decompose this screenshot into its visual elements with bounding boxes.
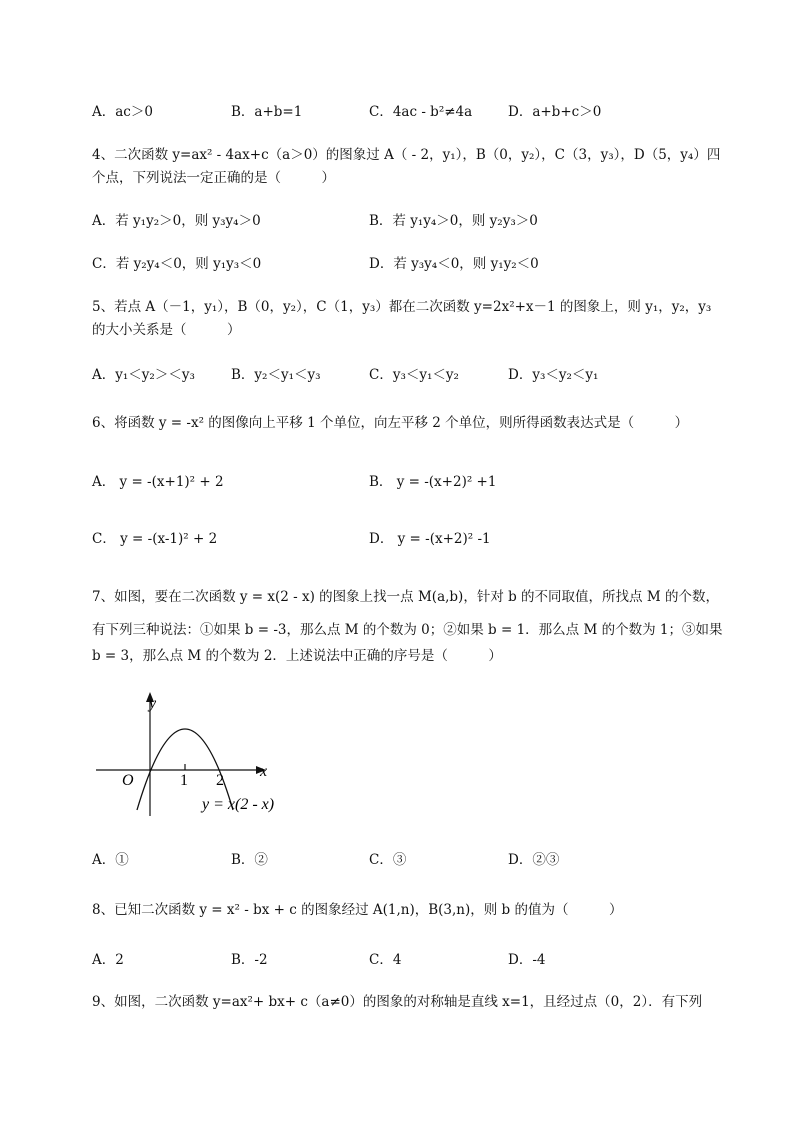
q8-option-c: C．4	[369, 952, 402, 968]
q8-option-a: A．2	[92, 952, 124, 968]
q5-stem-line2: 的大小关系是（ ）	[92, 322, 241, 338]
q7-stem-line1: 7、如图，要在二次函数 y = x(2 - x) 的图象上找一点 M(a,b)，针对 b 的不同取值，所找点 M 的个数，	[92, 589, 719, 605]
q7-option-b: B．②	[231, 852, 268, 868]
q4-stem-line1: 4、二次函数 y=ax² - 4ax+c（a＞0）的图象过 A（ - 2，y₁），B（0，y₂），C（3，y₃），D（5，y₄）四	[92, 147, 721, 163]
q4-option-c: C．若 y₂y₄＜0，则 y₁y₃＜0	[92, 256, 262, 272]
q6-option-c: C． y = -(x-1)² + 2	[92, 531, 218, 547]
q4-option-a: A．若 y₁y₂＞0，则 y₃y₄＞0	[92, 213, 261, 229]
q7-stem-line3: b = 3，那么点 M 的个数为 2．上述说法中正确的序号是（ ）	[92, 648, 502, 664]
q5-option-c: C．y₃＜y₁＜y₂	[369, 367, 459, 383]
q3-option-b: B．a+b=1	[231, 104, 303, 120]
origin-label: O	[122, 772, 134, 789]
curve-equation: y = x(2 - x)	[202, 796, 275, 813]
q4-option-d: D．若 y₃y₄＜0，则 y₁y₂＜0	[369, 256, 539, 272]
q3-option-a: A．ac＞0	[92, 104, 153, 120]
parabola-graph	[92, 688, 302, 820]
q7-stem-line2: 有下列三种说法：①如果 b = -3，那么点 M 的个数为 0；②如果 b = 1．那么点 M 的个数为 1；③如果	[92, 622, 723, 638]
q7-option-a: A．①	[92, 852, 129, 868]
y-axis-label: y	[149, 695, 157, 712]
q4-stem-line2: 个点，下列说法一定正确的是（ ）	[92, 170, 335, 186]
tick-label-2: 2	[216, 772, 224, 789]
q3-option-d: D．a+b+c＞0	[508, 104, 602, 120]
q5-option-d: D．y₃＜y₂＜y₁	[508, 367, 599, 383]
x-axis-label: x	[260, 763, 268, 780]
q8-stem: 8、已知二次函数 y = x² - bx + c 的图象经过 A(1,n)，B(3,n)，则 b 的值为（ ）	[92, 902, 623, 918]
q7-option-c: C．③	[369, 852, 407, 868]
q5-option-a: A．y₁＜y₂＞＜y₃	[92, 367, 195, 383]
q8-option-b: B．-2	[231, 952, 268, 968]
tick-label-1: 1	[180, 772, 188, 789]
q6-stem: 6、将函数 y = -x² 的图像向上平移 1 个单位，向左平移 2 个单位，则所得函数表达式是（ ）	[92, 415, 689, 431]
q3-option-c: C．4ac - b²≠4a	[369, 104, 473, 120]
q6-option-b: B． y = -(x+2)² +1	[369, 474, 497, 490]
q5-option-b: B．y₂＜y₁＜y₃	[231, 367, 321, 383]
q6-option-d: D． y = -(x+2)² -1	[369, 531, 491, 547]
q8-option-d: D．-4	[508, 952, 546, 968]
q4-option-b: B．若 y₁y₄＞0，则 y₂y₃＞0	[369, 213, 538, 229]
q7-option-d: D．②③	[508, 852, 560, 868]
q5-stem-line1: 5、若点 A（－1，y₁），B（0，y₂），C（1，y₃）都在二次函数 y=2x²+x－1 的图象上，则 y₁，y₂，y₃	[92, 299, 712, 315]
q6-option-a: A． y = -(x+1)² + 2	[92, 474, 224, 490]
q9-stem: 9、如图，二次函数 y=ax²+ bx+ c（a≠0）的图象的对称轴是直线 x=1，且经过点（0，2）．有下列	[92, 994, 703, 1010]
